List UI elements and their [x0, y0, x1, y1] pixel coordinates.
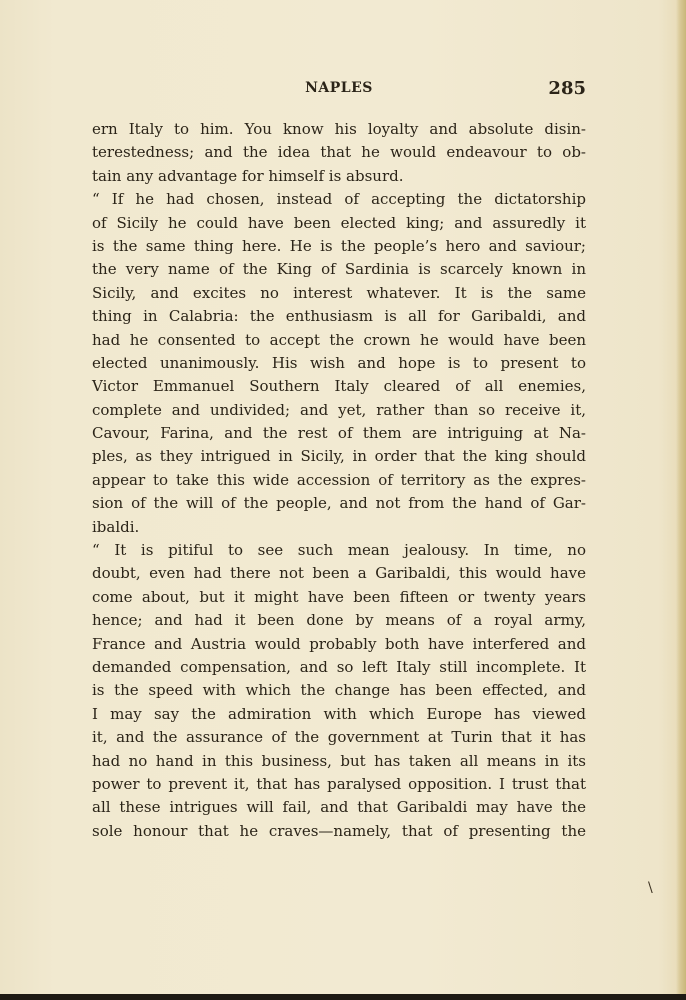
text-line: elected unanimously. His wish and hope is to present to — [92, 353, 586, 372]
text-line: it, and the assurance of the government at Turin that it has — [92, 728, 586, 747]
text-line: all these intrigues will fail, and that Garibaldi may have the — [92, 798, 586, 817]
text-line: sion of the will of the people, and not from the hand of Gar- — [92, 494, 586, 513]
text-line: appear to take this wide accession of territory as the expres- — [92, 470, 586, 489]
text-line: is the speed with which the change has been effected, and — [92, 681, 586, 700]
text-line: had no hand in this business, but has taken all means in its — [92, 751, 586, 770]
text-line: I may say the admiration with which Europe has viewed — [92, 704, 586, 723]
page-number: 285 — [548, 78, 586, 99]
text-line: is the same thing here. He is the people’s hero and saviour; — [92, 236, 586, 255]
page-header — [92, 78, 586, 102]
text-line: the very name of the King of Sardinia is scarcely known in — [92, 260, 586, 279]
text-line: thing in Calabria: the enthusiasm is all for Garibaldi, and — [92, 307, 586, 326]
text-line: doubt, even had there not been a Garibaldi, this would have — [92, 564, 586, 583]
text-line: France and Austria would probably both have interfered and — [92, 634, 586, 653]
text-line: Cavour, Farina, and the rest of them are intriguing at Na- — [92, 424, 586, 443]
text-line: ibaldi. — [92, 517, 140, 536]
body-text — [92, 118, 586, 843]
text-line: hence; and had it been done by means of a royal army, — [92, 611, 586, 630]
text-line: “ It is pitiful to see such mean jealousy. In time, no — [92, 541, 586, 560]
scan-bottom-edge — [0, 994, 686, 1000]
page-edge — [676, 0, 686, 1000]
text-line: ples, as they intrigued in Sicily, in order that the king should — [92, 447, 586, 466]
text-line: terestedness; and the idea that he would endeavour to ob- — [92, 143, 586, 162]
text-line: Sicily, and excites no interest whatever. It is the same — [92, 283, 586, 302]
text-line: come about, but it might have been fifteen or twenty years — [92, 587, 586, 606]
text-line: tain any advantage for himself is absurd. — [92, 166, 404, 185]
text-line: complete and undivided; and yet, rather than so receive it, — [92, 400, 586, 419]
running-head: NAPLES — [305, 80, 373, 96]
text-line: sole honour that he craves—namely, that of presenting the — [92, 821, 586, 840]
text-line: Victor Emmanuel Southern Italy cleared of all enemies, — [92, 377, 586, 396]
text-line: power to prevent it, that has paralysed opposition. I trust that — [92, 774, 586, 793]
text-line: ern Italy to him. You know his loyalty and absolute disin- — [92, 120, 586, 138]
text-line: “ If he had chosen, instead of accepting the dictatorship — [92, 190, 586, 209]
stray-mark: \ — [648, 880, 653, 896]
text-line: demanded compensation, and so left Italy still incomplete. It — [92, 657, 586, 676]
text-line: of Sicily he could have been elected king; and assuredly it — [92, 213, 586, 232]
text-line: had he consented to accept the crown he would have been — [92, 330, 586, 349]
